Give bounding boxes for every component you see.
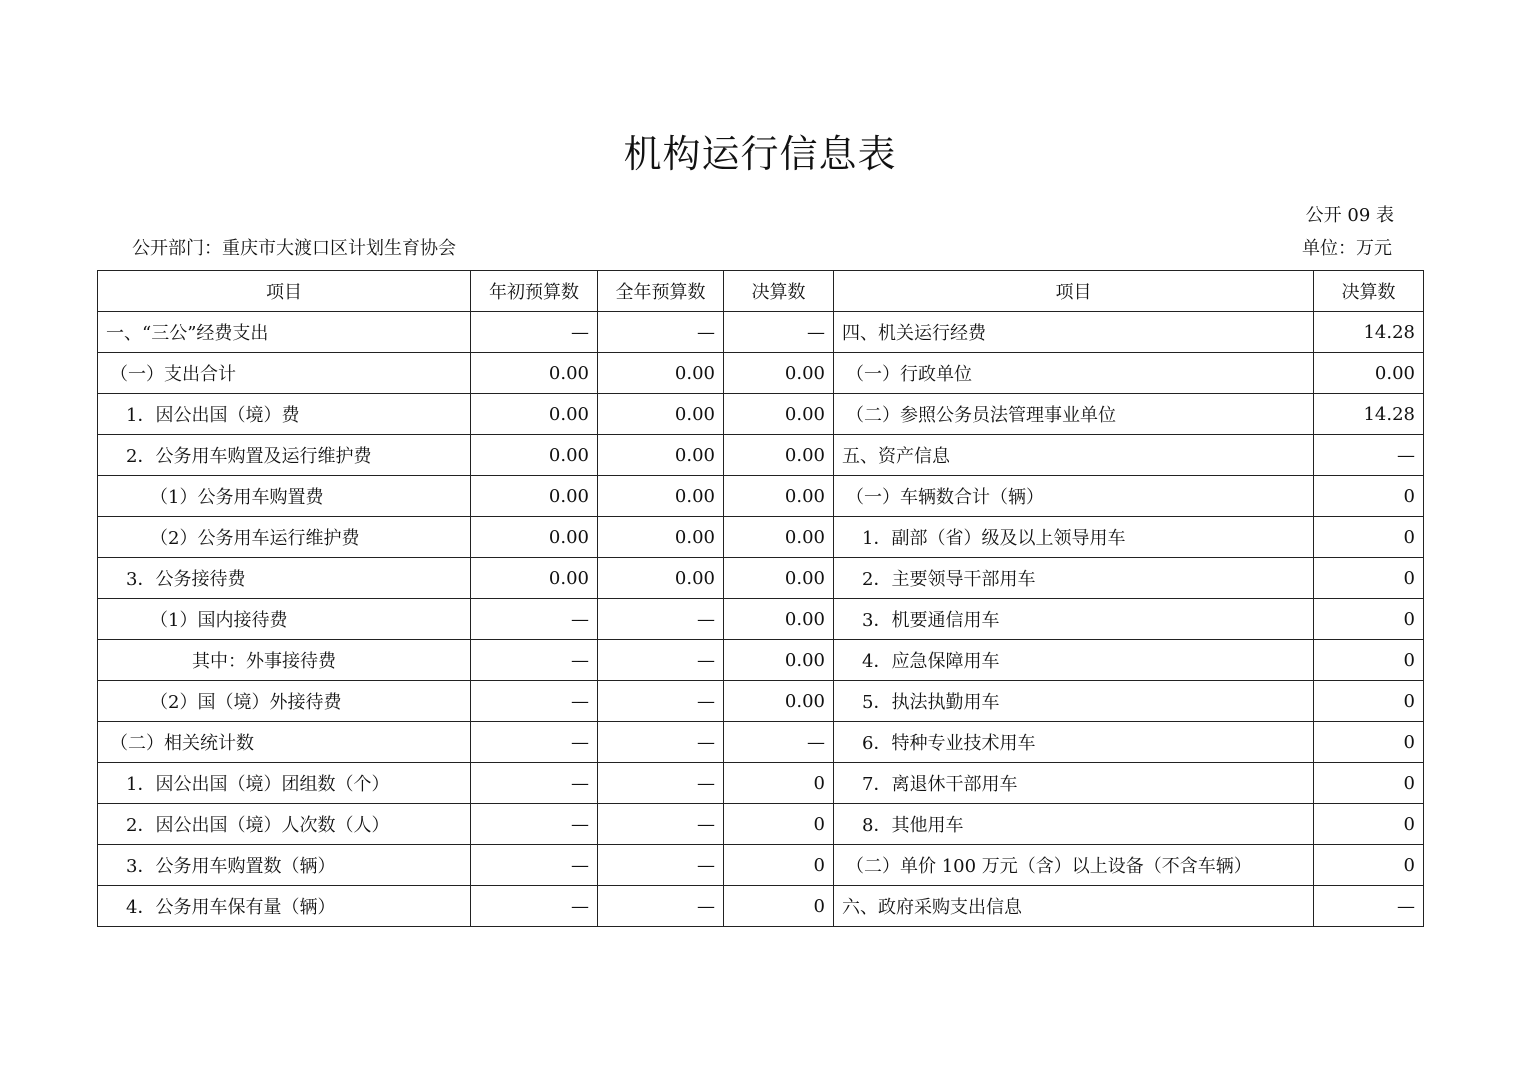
- left-final-value: 0: [724, 845, 834, 886]
- department-label: 公开部门：重庆市大渡口区计划生育协会: [132, 238, 456, 259]
- table-row: [98, 476, 1424, 517]
- left-final-value: 0.00: [724, 435, 834, 476]
- table-row: [98, 394, 1424, 435]
- left-final-value: 0.00: [724, 476, 834, 517]
- right-item-label: 六、政府采购支出信息: [834, 886, 1314, 927]
- right-item-label: （一）车辆数合计（辆）: [834, 476, 1314, 517]
- right-final-value: 0: [1314, 517, 1424, 558]
- right-item-label: 四、机关运行经费: [834, 312, 1314, 353]
- annual-budget-value: —: [598, 763, 724, 804]
- table-row: [98, 640, 1424, 681]
- header-final-left: 决算数: [724, 271, 834, 312]
- initial-budget-value: —: [471, 763, 598, 804]
- annual-budget-value: 0.00: [598, 353, 724, 394]
- table-row: [98, 763, 1424, 804]
- left-item-label: （一）支出合计: [98, 353, 471, 394]
- right-item-label: 6．特种专业技术用车: [834, 722, 1314, 763]
- table-row: [98, 681, 1424, 722]
- left-final-value: 0.00: [724, 517, 834, 558]
- left-item-label: （1）公务用车购置费: [98, 476, 471, 517]
- right-item-label: 4．应急保障用车: [834, 640, 1314, 681]
- right-item-label: （一）行政单位: [834, 353, 1314, 394]
- left-item-label: （2）国（境）外接待费: [98, 681, 471, 722]
- left-item-label: （2）公务用车运行维护费: [98, 517, 471, 558]
- right-item-label: 3．机要通信用车: [834, 599, 1314, 640]
- left-final-value: —: [724, 722, 834, 763]
- left-final-value: 0.00: [724, 353, 834, 394]
- left-item-label: 其中：外事接待费: [98, 640, 471, 681]
- annual-budget-value: —: [598, 886, 724, 927]
- left-item-label: 3．公务用车购置数（辆）: [98, 845, 471, 886]
- table-row: [98, 886, 1424, 927]
- left-item-label: 一、“三公”经费支出: [98, 312, 471, 353]
- header-final-right: 决算数: [1314, 271, 1424, 312]
- left-item-label: （1）国内接待费: [98, 599, 471, 640]
- operation-info-table: [97, 270, 1424, 927]
- left-final-value: 0.00: [724, 681, 834, 722]
- table-row: [98, 435, 1424, 476]
- right-final-value: 14.28: [1314, 394, 1424, 435]
- annual-budget-value: 0.00: [598, 435, 724, 476]
- right-item-label: （二）单价 100 万元（含）以上设备（不含车辆）: [834, 845, 1314, 886]
- left-final-value: 0.00: [724, 558, 834, 599]
- right-final-value: 0: [1314, 558, 1424, 599]
- left-final-value: 0.00: [724, 394, 834, 435]
- right-final-value: 0: [1314, 640, 1424, 681]
- left-item-label: （二）相关统计数: [98, 722, 471, 763]
- right-item-label: 2．主要领导干部用车: [834, 558, 1314, 599]
- right-final-value: 0: [1314, 599, 1424, 640]
- annual-budget-value: 0.00: [598, 517, 724, 558]
- unit-label: 单位：万元: [1302, 238, 1392, 259]
- right-final-value: 0: [1314, 681, 1424, 722]
- initial-budget-value: —: [471, 681, 598, 722]
- header-item-right: 项目: [834, 271, 1314, 312]
- left-item-label: 3．公务接待费: [98, 558, 471, 599]
- initial-budget-value: —: [471, 312, 598, 353]
- annual-budget-value: —: [598, 640, 724, 681]
- right-item-label: （二）参照公务员法管理事业单位: [834, 394, 1314, 435]
- annual-budget-value: —: [598, 599, 724, 640]
- right-item-label: 1．副部（省）级及以上领导用车: [834, 517, 1314, 558]
- right-final-value: 0: [1314, 476, 1424, 517]
- right-final-value: 0: [1314, 763, 1424, 804]
- annual-budget-value: —: [598, 681, 724, 722]
- initial-budget-value: —: [471, 599, 598, 640]
- table-row: [98, 558, 1424, 599]
- annual-budget-value: —: [598, 312, 724, 353]
- table-row: [98, 722, 1424, 763]
- right-final-value: 0: [1314, 804, 1424, 845]
- header-annual-budget: 全年预算数: [598, 271, 724, 312]
- right-final-value: —: [1314, 886, 1424, 927]
- left-final-value: 0: [724, 804, 834, 845]
- right-item-label: 8．其他用车: [834, 804, 1314, 845]
- annual-budget-value: —: [598, 804, 724, 845]
- right-item-label: 五、资产信息: [834, 435, 1314, 476]
- annual-budget-value: 0.00: [598, 394, 724, 435]
- right-final-value: 0: [1314, 845, 1424, 886]
- left-final-value: 0.00: [724, 640, 834, 681]
- annual-budget-value: 0.00: [598, 476, 724, 517]
- table-row: [98, 804, 1424, 845]
- annual-budget-value: 0.00: [598, 558, 724, 599]
- table-row: [98, 599, 1424, 640]
- right-item-label: 5．执法执勤用车: [834, 681, 1314, 722]
- header-item-left: 项目: [98, 271, 471, 312]
- initial-budget-value: —: [471, 722, 598, 763]
- left-item-label: 2．因公出国（境）人次数（人）: [98, 804, 471, 845]
- right-final-value: 0.00: [1314, 353, 1424, 394]
- table-row: [98, 353, 1424, 394]
- initial-budget-value: 0.00: [471, 558, 598, 599]
- initial-budget-value: —: [471, 640, 598, 681]
- table-row: [98, 517, 1424, 558]
- left-final-value: 0.00: [724, 599, 834, 640]
- header-initial-budget: 年初预算数: [471, 271, 598, 312]
- initial-budget-value: 0.00: [471, 353, 598, 394]
- initial-budget-value: 0.00: [471, 435, 598, 476]
- table-header-row: [98, 271, 1424, 312]
- right-final-value: —: [1314, 435, 1424, 476]
- page-title: 机构运行信息表: [623, 132, 897, 176]
- right-item-label: 7．离退休干部用车: [834, 763, 1314, 804]
- initial-budget-value: —: [471, 886, 598, 927]
- annual-budget-value: —: [598, 722, 724, 763]
- table-row: [98, 312, 1424, 353]
- left-item-label: 4．公务用车保有量（辆）: [98, 886, 471, 927]
- left-final-value: 0: [724, 886, 834, 927]
- initial-budget-value: —: [471, 804, 598, 845]
- right-final-value: 14.28: [1314, 312, 1424, 353]
- right-final-value: 0: [1314, 722, 1424, 763]
- annual-budget-value: —: [598, 845, 724, 886]
- left-item-label: 2．公务用车购置及运行维护费: [98, 435, 471, 476]
- table-row: [98, 845, 1424, 886]
- initial-budget-value: 0.00: [471, 517, 598, 558]
- initial-budget-value: 0.00: [471, 476, 598, 517]
- initial-budget-value: —: [471, 845, 598, 886]
- left-final-value: —: [724, 312, 834, 353]
- left-item-label: 1．因公出国（境）费: [98, 394, 471, 435]
- left-item-label: 1．因公出国（境）团组数（个）: [98, 763, 471, 804]
- initial-budget-value: 0.00: [471, 394, 598, 435]
- left-final-value: 0: [724, 763, 834, 804]
- table-number: 公开 09 表: [1305, 205, 1394, 226]
- table-body: [98, 312, 1424, 927]
